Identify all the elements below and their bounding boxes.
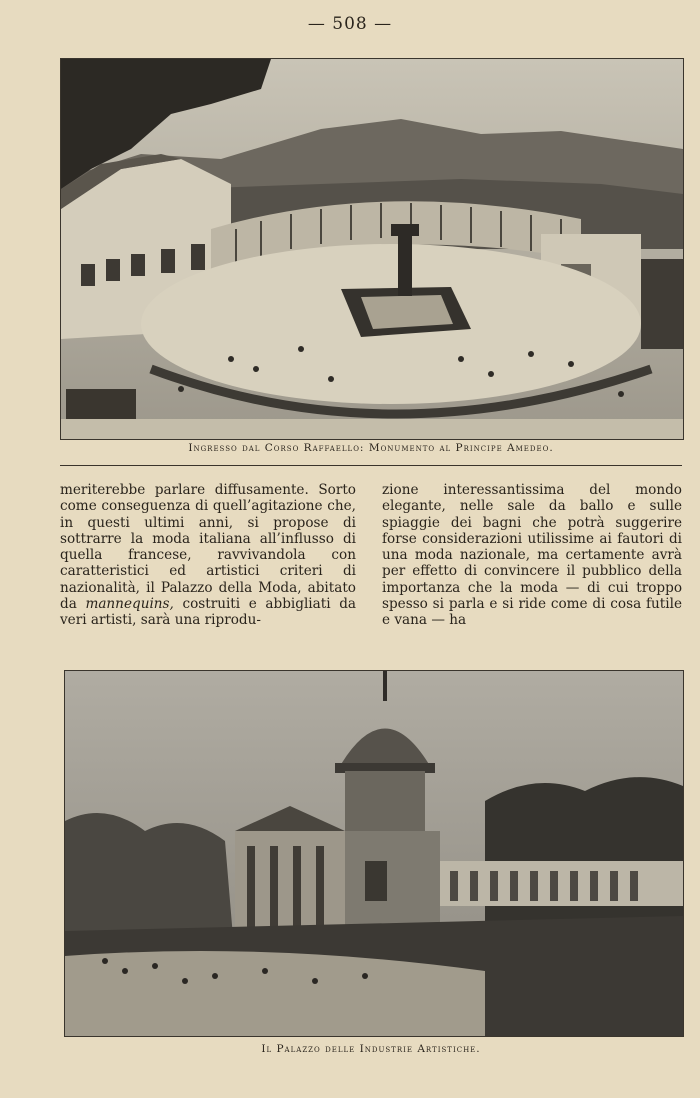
figure-bottom-caption: Il Palazzo delle Industrie Artistiche. (261, 1043, 481, 1055)
figure-top-caption: Ingresso dal Corso Raffaello: Monumento al Principe Amedeo. (188, 442, 554, 454)
body-column-right (382, 482, 682, 629)
photo-palazzo-industrie (64, 670, 684, 1037)
paragraph-text: meriterebbe parlare diffusamente. Sorto come conseguenza di quell’agitazione che, in questi ultimi anni, si propose di sottrarre la moda italiana all’influsso di quella francese, ravvivandola con caratteristici ed artistici criteri di nazionalità, il Palazzo della Moda, abitato da (60, 482, 356, 613)
photo-monument-square (60, 58, 684, 440)
paragraph-text: zione interessantissima del mondo elegante, nelle sale da ballo e sulle spiaggie dei bagni che potrà suggerire forse considerazioni utilissime ai fautori di una moda nazionale, ma certamente avrà per effetto di convincere il pubblico della importanza che la moda — di cui troppo spesso si parla e si ride come di cosa futile e vana — ha (382, 482, 682, 629)
paragraph-text-tail: costruiti e abbigliati da veri artisti, sarà una riprodu- (60, 596, 356, 629)
page-number: — 508 — (307, 14, 393, 34)
italic-term: mannequins, (85, 596, 174, 613)
body-column-left (60, 482, 356, 629)
section-rule (60, 465, 682, 466)
